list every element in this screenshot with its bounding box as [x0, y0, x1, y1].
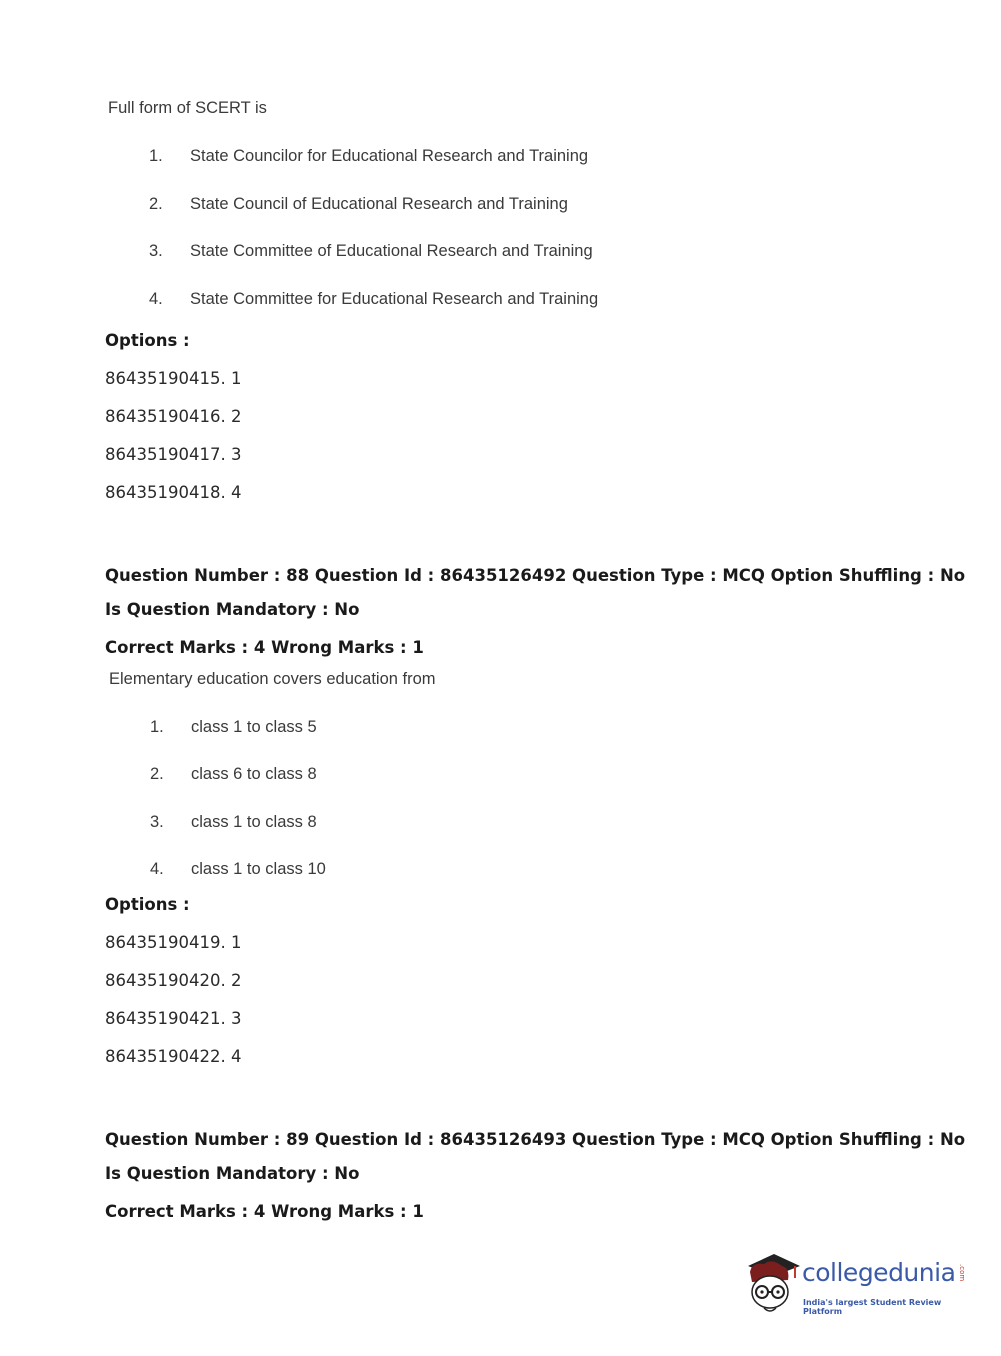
choice-text: State Councilor for Educational Research and Training	[190, 147, 589, 165]
option-id: 86435190416. 2	[105, 407, 242, 426]
question-text: Elementary education covers education from	[109, 670, 436, 688]
choice-number: 1.	[149, 147, 163, 165]
choice-text: State Committee of Educational Research and Training	[190, 242, 593, 260]
choice-number: 3.	[150, 813, 164, 831]
option-id: 86435190415. 1	[105, 369, 242, 388]
options-label: Options :	[105, 331, 190, 350]
question-mandatory: Is Question Mandatory : No	[105, 600, 360, 619]
option-id: 86435190418. 4	[105, 483, 242, 502]
options-label: Options :	[105, 895, 190, 914]
question-header: Question Number : 88 Question Id : 86435126492 Question Type : MCQ Option Shuffling : No	[105, 566, 966, 585]
option-id: 86435190420. 2	[105, 971, 242, 990]
choice-text: class 1 to class 5	[191, 718, 317, 736]
choice-number: 4.	[149, 290, 163, 308]
mascot-icon	[742, 1250, 802, 1316]
option-id: 86435190419. 1	[105, 933, 242, 952]
option-id: 86435190417. 3	[105, 445, 242, 464]
option-id: 86435190421. 3	[105, 1009, 242, 1028]
question-text: Full form of SCERT is	[108, 99, 267, 117]
question-marks: Correct Marks : 4 Wrong Marks : 1	[105, 1202, 424, 1221]
logo-wordmark: collegedunia	[802, 1258, 956, 1287]
choice-number: 3.	[149, 242, 163, 260]
choice-number: 4.	[150, 860, 164, 878]
logo-suffix: .com	[958, 1264, 966, 1282]
question-mandatory: Is Question Mandatory : No	[105, 1164, 360, 1183]
choice-text: class 1 to class 8	[191, 813, 317, 831]
choice-text: class 6 to class 8	[191, 765, 317, 783]
choice-text: State Committee for Educational Research and Training	[190, 290, 599, 308]
choice-number: 2.	[150, 765, 164, 783]
option-id: 86435190422. 4	[105, 1047, 242, 1066]
choice-text: State Council of Educational Research and Training	[190, 195, 568, 213]
question-header: Question Number : 89 Question Id : 86435126493 Question Type : MCQ Option Shuffling : No	[105, 1130, 966, 1149]
question-marks: Correct Marks : 4 Wrong Marks : 1	[105, 638, 424, 657]
choice-number: 2.	[149, 195, 163, 213]
choice-text: class 1 to class 10	[191, 860, 326, 878]
choice-number: 1.	[150, 718, 164, 736]
logo-tagline: India's largest Student Review Platform	[803, 1298, 942, 1316]
collegedunia-logo	[742, 1250, 972, 1320]
